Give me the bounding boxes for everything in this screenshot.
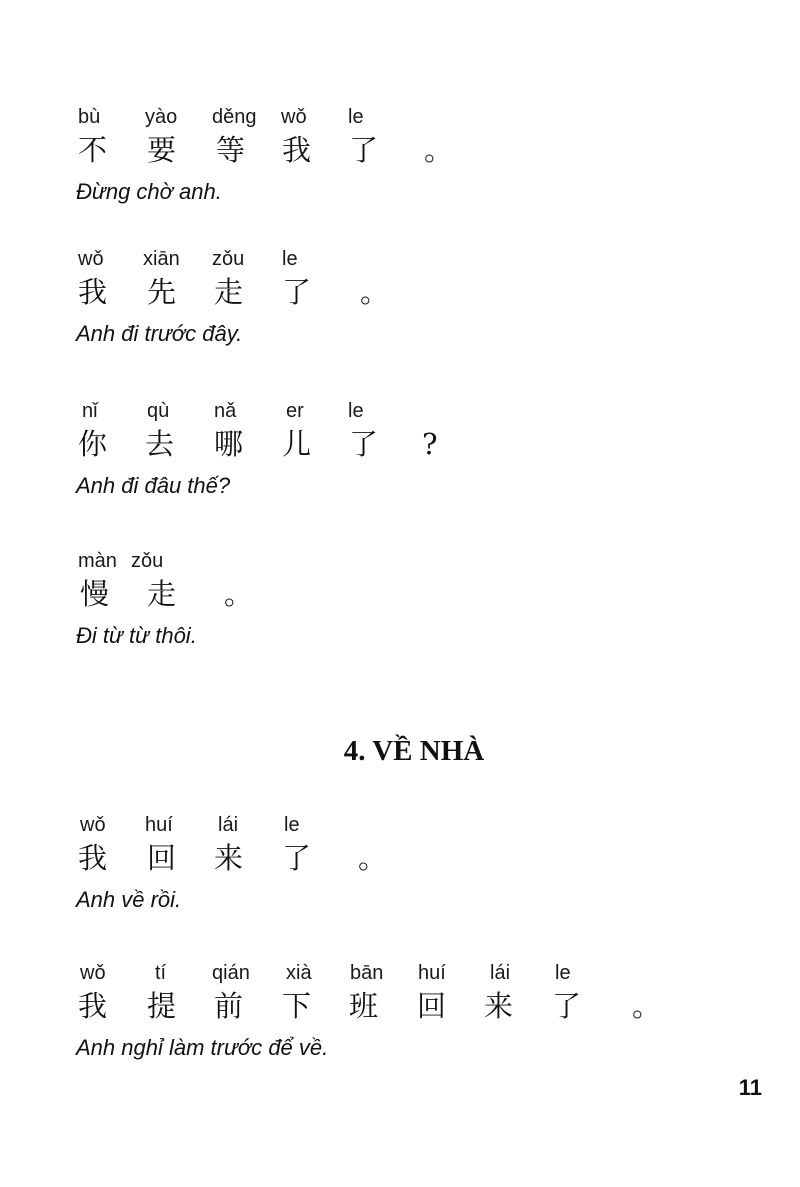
pinyin-syllable: nǎ [214, 400, 237, 422]
hanzi-char: 了 [552, 989, 582, 1023]
hanzi-char: 儿 [282, 427, 312, 461]
hanzi-char: 了 [349, 427, 379, 461]
pinyin-syllable: màn [78, 550, 117, 572]
hanzi-punctuation: 。 [632, 989, 662, 1023]
hanzi-punctuation: 。 [360, 275, 390, 309]
hanzi-char: 提 [147, 989, 177, 1023]
pinyin-syllable: qù [147, 400, 170, 422]
hanzi-char: 走 [214, 275, 244, 309]
pinyin-syllable: wǒ [80, 962, 106, 984]
phrase-entry [0, 398, 800, 558]
phrase-entry [0, 246, 800, 406]
pinyin-syllable: xiān [143, 248, 180, 270]
page-number: 11 [738, 1075, 762, 1100]
hanzi-char: 走 [147, 577, 177, 611]
hanzi-char: 班 [349, 989, 379, 1023]
hanzi-char: 要 [147, 133, 177, 167]
hanzi-char: 回 [417, 989, 447, 1023]
pinyin-syllable: er [286, 400, 304, 422]
pinyin-syllable: huí [418, 962, 446, 984]
pinyin-syllable: zǒu [212, 248, 245, 270]
phrase-entry [0, 960, 800, 1120]
hanzi-char: 慢 [80, 577, 110, 611]
hanzi-char: 我 [78, 841, 108, 875]
pinyin-syllable: le [555, 962, 571, 984]
pinyin-syllable: le [348, 106, 364, 128]
pinyin-syllable: lái [218, 814, 239, 836]
pinyin-syllable: le [282, 248, 298, 270]
hanzi-punctuation: ? [422, 427, 438, 461]
pinyin-syllable: yào [145, 106, 178, 128]
hanzi-char: 了 [349, 133, 379, 167]
section-heading: 4. VỀ NHÀ [343, 735, 485, 767]
pinyin-syllable: wǒ [78, 248, 104, 270]
hanzi-char: 回 [147, 841, 177, 875]
hanzi-char: 下 [282, 989, 312, 1023]
pinyin-syllable: lái [490, 962, 511, 984]
vietnamese-translation: Anh đi đâu thế? [76, 473, 231, 498]
pinyin-syllable: bù [78, 106, 101, 128]
hanzi-char: 前 [214, 989, 244, 1023]
hanzi-char: 了 [282, 275, 312, 309]
pinyin-syllable: wǒ [281, 106, 307, 128]
vietnamese-translation: Anh về rồi. [76, 887, 182, 912]
hanzi-char: 我 [282, 133, 312, 167]
hanzi-char: 来 [214, 841, 244, 875]
pinyin-syllable: huí [145, 814, 173, 836]
hanzi-char: 先 [147, 275, 177, 309]
phrase-entry [0, 812, 800, 972]
hanzi-char: 我 [78, 275, 108, 309]
hanzi-char: 你 [78, 427, 108, 461]
pinyin-syllable: le [348, 400, 364, 422]
phrase-entry [0, 548, 800, 708]
pinyin-syllable: děng [212, 106, 257, 128]
pinyin-syllable: le [284, 814, 300, 836]
pinyin-syllable: bān [350, 962, 384, 984]
hanzi-char: 去 [145, 427, 175, 461]
hanzi-punctuation: 。 [358, 841, 388, 875]
phrase-entry [0, 104, 800, 264]
hanzi-punctuation: 。 [424, 133, 454, 167]
pinyin-syllable: wǒ [80, 814, 106, 836]
hanzi-char: 哪 [214, 427, 244, 461]
pinyin-syllable: xià [286, 962, 312, 984]
pinyin-syllable: zǒu [131, 550, 164, 572]
vietnamese-translation: Đừng chờ anh. [76, 179, 222, 204]
vietnamese-translation: Anh nghỉ làm trước để về. [76, 1035, 329, 1060]
hanzi-punctuation: 。 [224, 577, 254, 611]
hanzi-char: 来 [484, 989, 514, 1023]
hanzi-char: 我 [78, 989, 108, 1023]
pinyin-syllable: tí [155, 962, 167, 984]
hanzi-char: 不 [78, 133, 108, 167]
pinyin-syllable: nǐ [82, 400, 98, 422]
hanzi-char: 了 [282, 841, 312, 875]
pinyin-syllable: qián [212, 962, 250, 984]
hanzi-char: 等 [216, 133, 246, 167]
vietnamese-translation: Đi từ từ thôi. [76, 623, 197, 648]
vietnamese-translation: Anh đi trước đây. [76, 321, 243, 346]
